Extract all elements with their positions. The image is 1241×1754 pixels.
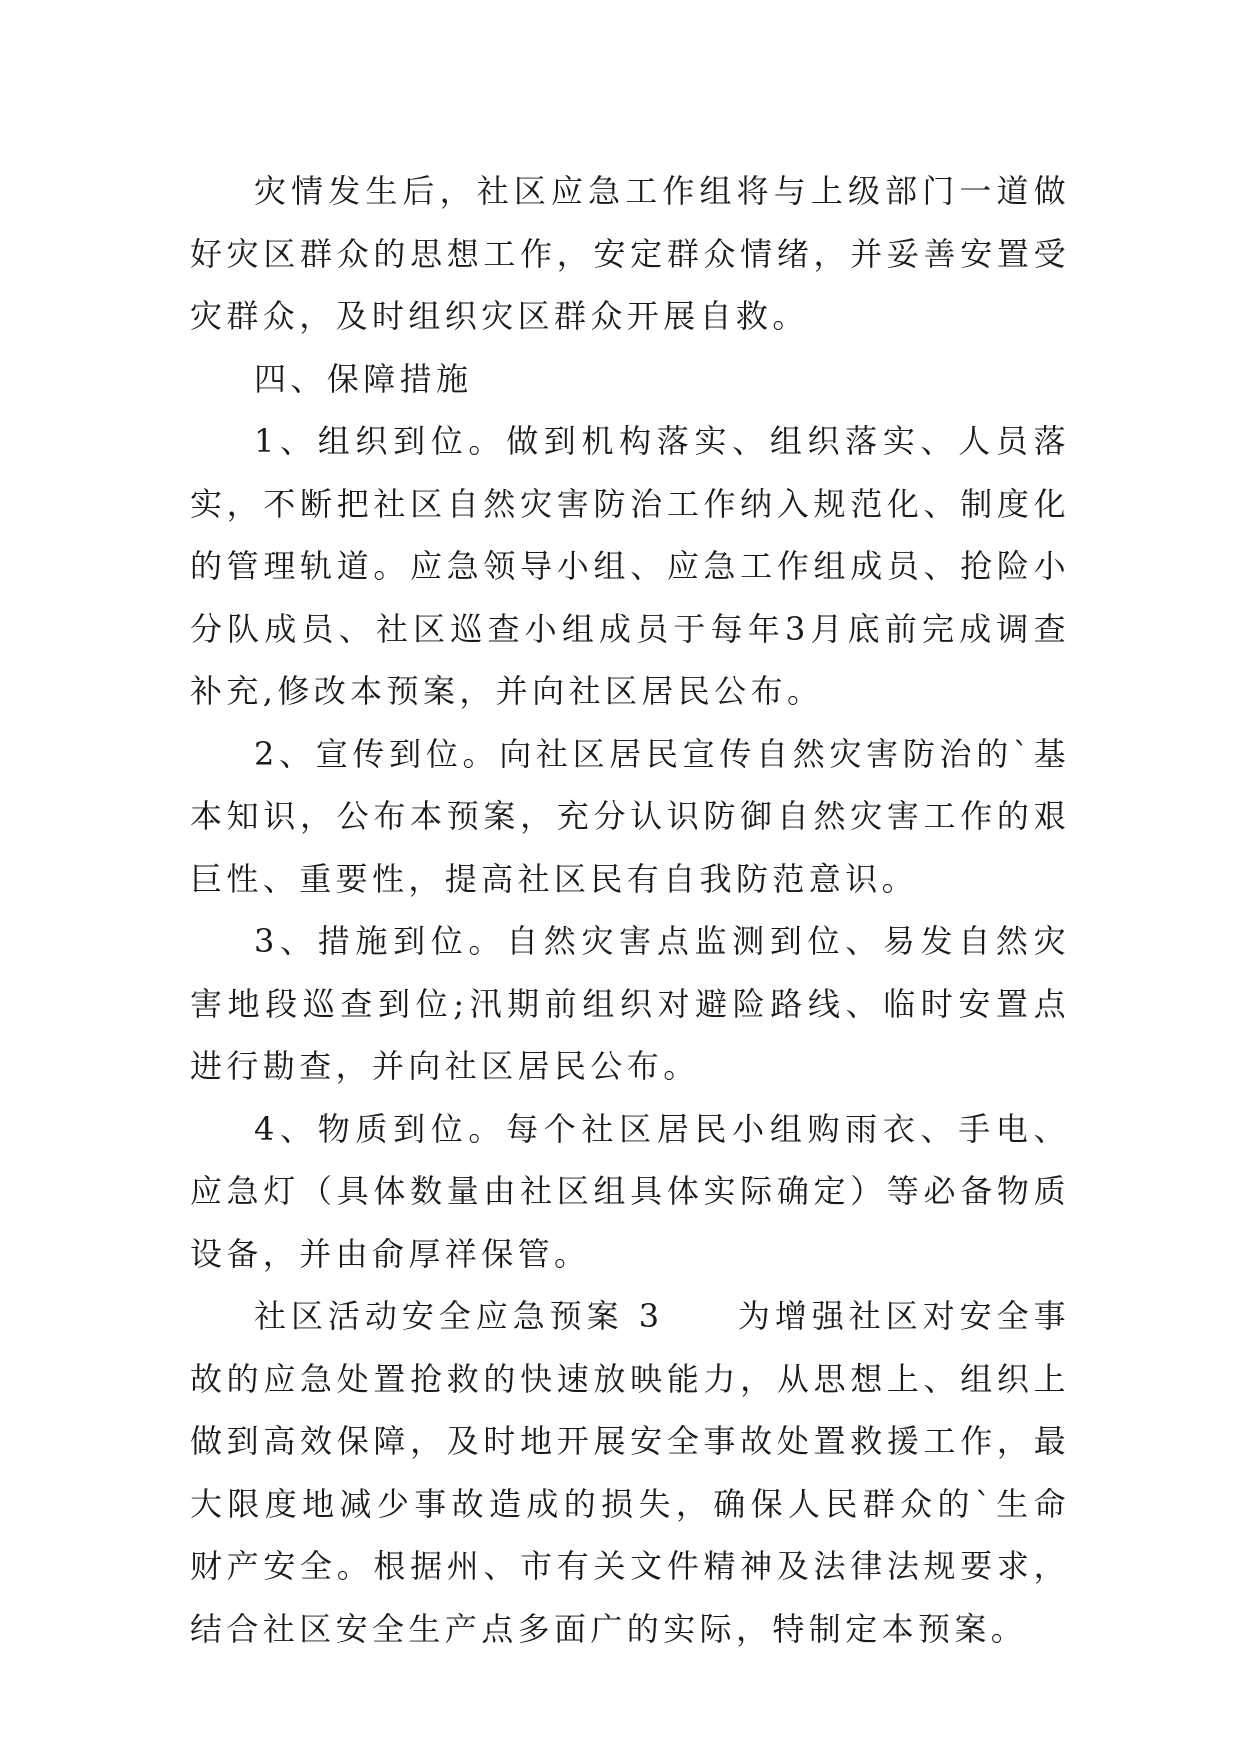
paragraph-plan-3-intro: 社区活动安全应急预案 3 为增强社区对安全事故的应急处置抢救的快速放映能力，从思想上、组织上做到高效保障，及时地开展安全事故处置救援工作，最大限度地减少事故造成的损失，确保人民群众的`生命财产安全。根据州、市有关文件精神及法律法规要求，结合社区安全生产点多面广的实际，特制定本预案。: [190, 1297, 1070, 1648]
paragraph-materials: 4、物质到位。每个社区居民小组购雨衣、手电、应急灯（具体数量由社区组具体实际确定）等必备物质设备，并由俞厚祥保管。: [190, 1109, 1070, 1273]
paragraph-measures: 3、措施到位。自然灾害点监测到位、易发自然灾害地段巡查到位;汛期前组织对避险路线、临时安置点进行勘查，并向社区居民公布。: [190, 922, 1070, 1085]
paragraph-organization: 1、组织到位。做到机构落实、组织落实、人员落实，不断把社区自然灾害防治工作纳入规范化、制度化的管理轨道。应急领导小组、应急工作组成员、抢险小分队成员、社区巡查小组成员于每年3月底前完成调查补充,修改本预案，并向社区居民公布。: [190, 422, 1070, 710]
section-heading-safeguards: 四、保障措施: [254, 359, 473, 398]
document-body: [190, 160, 1070, 1660]
paragraph-publicity: 2、宣传到位。向社区居民宣传自然灾害防治的`基本知识，公布本预案，充分认识防御自然灾害工作的艰巨性、重要性，提高社区民有自我防范意识。: [190, 734, 1070, 898]
paragraph-disaster-aftermath: 灾情发生后，社区应急工作组将与上级部门一道做好灾区群众的思想工作，安定群众情绪，并妥善安置受灾群众，及时组织灾区群众开展自救。: [190, 172, 1070, 335]
